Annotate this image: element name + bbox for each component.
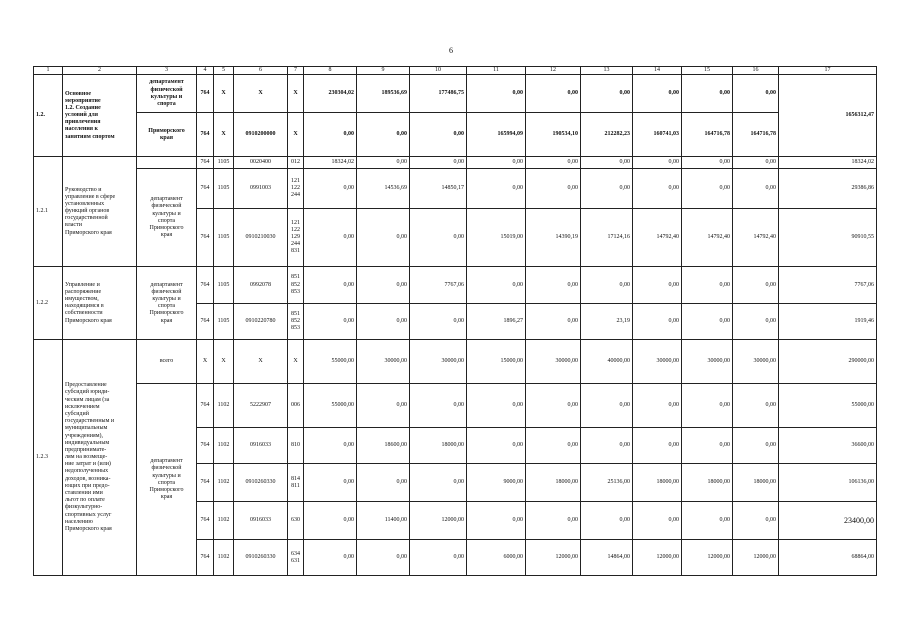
value-cell: 0,00 [410, 540, 467, 576]
value-cell: 0,00 [304, 502, 357, 540]
csr-cell: 0910260330 [234, 540, 288, 576]
code-cell: 1102 [214, 384, 234, 428]
value-cell: 0,00 [467, 75, 526, 113]
value-cell: 23,19 [581, 304, 633, 340]
csr-cell: 0991003 [234, 169, 288, 209]
value-cell: 0,00 [304, 209, 357, 267]
value-cell: 6000,00 [467, 540, 526, 576]
value-cell: 0,00 [581, 157, 633, 169]
value-cell: 0,00 [357, 540, 410, 576]
value-cell: 190534,10 [526, 113, 581, 157]
value-cell: 0,00 [410, 304, 467, 340]
column-number: 1 [34, 67, 63, 75]
column-number: 17 [779, 67, 877, 75]
code-cell: 764 [197, 169, 214, 209]
value-cell: 0,00 [581, 169, 633, 209]
value-cell: 0,00 [357, 464, 410, 502]
value-cell: 0,00 [682, 502, 733, 540]
column-number: 11 [467, 67, 526, 75]
code-cell: 012 [288, 157, 304, 169]
value-cell: 18000,00 [633, 464, 682, 502]
code-cell: 764 [197, 75, 214, 113]
value-cell: 15000,00 [467, 340, 526, 384]
csr-cell: 0992078 [234, 267, 288, 304]
value-cell: 0,00 [467, 267, 526, 304]
value-cell: 0,00 [526, 502, 581, 540]
value-cell: 14850,17 [410, 169, 467, 209]
value-cell: 212282,23 [581, 113, 633, 157]
value-cell: 0,00 [467, 169, 526, 209]
value-cell: 0,00 [633, 502, 682, 540]
value-cell: 0,00 [467, 157, 526, 169]
item-code: 1.2. [34, 75, 63, 157]
value-cell: 40000,00 [581, 340, 633, 384]
value-cell: 0,00 [526, 169, 581, 209]
csr-cell: 5222907 [234, 384, 288, 428]
csr-cell: 0910200000 [234, 113, 288, 157]
value-cell: 0,00 [633, 428, 682, 464]
csr-cell: X [234, 340, 288, 384]
column-number: 15 [682, 67, 733, 75]
value-cell: 0,00 [682, 384, 733, 428]
value-cell: 0,00 [357, 157, 410, 169]
code-cell: 764 [197, 502, 214, 540]
department: департамент физической культуры и спорта [137, 75, 197, 113]
value-cell: 0,00 [410, 384, 467, 428]
value-cell: 0,00 [733, 304, 779, 340]
value-cell: 0,00 [467, 384, 526, 428]
value-cell: 0,00 [733, 502, 779, 540]
value-cell: 30000,00 [410, 340, 467, 384]
column-number: 7 [288, 67, 304, 75]
column-number: 8 [304, 67, 357, 75]
value-cell: 0,00 [526, 75, 581, 113]
value-cell: 18324,02 [779, 157, 877, 169]
column-number: 3 [137, 67, 197, 75]
value-cell: 0,00 [357, 209, 410, 267]
value-cell: 0,00 [633, 267, 682, 304]
value-cell: 0,00 [526, 304, 581, 340]
value-cell: 0,00 [581, 502, 633, 540]
value-cell: 0,00 [526, 267, 581, 304]
value-cell: 30000,00 [526, 340, 581, 384]
code-cell: 121 122 244 [288, 169, 304, 209]
header-row [34, 67, 877, 75]
csr-cell: 0910260330 [234, 464, 288, 502]
value-cell: 14864,00 [581, 540, 633, 576]
column-number: 14 [633, 67, 682, 75]
value-cell: 55000,00 [304, 384, 357, 428]
total-row [34, 340, 877, 384]
value-cell: 0,00 [581, 75, 633, 113]
value-cell: 18000,00 [733, 464, 779, 502]
value-cell: 0,00 [467, 428, 526, 464]
value-cell: 0,00 [682, 157, 733, 169]
code-cell: 630 [288, 502, 304, 540]
budget-table [33, 66, 877, 576]
value-cell: 18600,00 [357, 428, 410, 464]
value-cell: 0,00 [733, 169, 779, 209]
value-cell: 164716,78 [733, 113, 779, 157]
value-cell: 1896,27 [467, 304, 526, 340]
item-name: Предоставление субсидий юриди- ческим лицам (за исключением субсидий государственным и муниципальным учреждениям), индивидуальным предпринимате- лям на возмеще- ние затрат и (или) недополученных доходов, возника- ющих при предо- ставлении ими льгот по оплате физкультурно- спортивных услуг населению Приморского края [63, 340, 137, 576]
value-cell: 0,00 [304, 304, 357, 340]
table-row [34, 169, 877, 209]
value-cell: 0,00 [682, 75, 733, 113]
column-number: 6 [234, 67, 288, 75]
value-cell: 177486,75 [410, 75, 467, 113]
code-cell: 814 811 [288, 464, 304, 502]
total-value: 1656312,47 [779, 75, 877, 157]
value-cell: 12000,00 [733, 540, 779, 576]
value-cell: 0,00 [581, 267, 633, 304]
code-cell: X [288, 75, 304, 113]
value-cell: 0,00 [357, 304, 410, 340]
code-cell: 764 [197, 209, 214, 267]
value-cell: 0,00 [526, 428, 581, 464]
value-cell: 0,00 [357, 113, 410, 157]
table-row [34, 384, 877, 428]
value-cell: 160741,03 [633, 113, 682, 157]
value-cell: 106136,00 [779, 464, 877, 502]
code-cell: X [214, 75, 234, 113]
column-number: 10 [410, 67, 467, 75]
value-cell: 0,00 [633, 157, 682, 169]
department [137, 157, 197, 169]
value-cell: 0,00 [410, 157, 467, 169]
value-cell: 0,00 [733, 75, 779, 113]
value-cell: 0,00 [304, 113, 357, 157]
value-cell: 7767,06 [410, 267, 467, 304]
code-cell: 1102 [214, 464, 234, 502]
value-cell: 0,00 [410, 209, 467, 267]
value-cell: 15019,00 [467, 209, 526, 267]
code-cell: 764 [197, 157, 214, 169]
value-cell: 0,00 [357, 384, 410, 428]
code-cell: 764 [197, 464, 214, 502]
value-cell: 0,00 [633, 384, 682, 428]
code-cell: 006 [288, 384, 304, 428]
item-name: Руководство и управление в сфере установленных функций органов государственной власти Приморского края [63, 157, 137, 267]
item-name: Основное мероприятие 1.2. Создание условий для привлечения населения к занятиям спортом [63, 75, 137, 157]
code-cell: X [288, 113, 304, 157]
value-cell: 90910,55 [779, 209, 877, 267]
value-cell: 0,00 [581, 384, 633, 428]
csr-cell: X [234, 75, 288, 113]
value-cell: 1919,46 [779, 304, 877, 340]
value-cell: 12000,00 [410, 502, 467, 540]
code-cell: 1102 [214, 428, 234, 464]
value-cell: 0,00 [304, 267, 357, 304]
value-cell: 0,00 [733, 428, 779, 464]
value-cell: 18324,02 [304, 157, 357, 169]
value-cell: 0,00 [410, 464, 467, 502]
value-cell: 30000,00 [357, 340, 410, 384]
value-cell: 0,00 [581, 428, 633, 464]
code-cell: 851 852 853 [288, 267, 304, 304]
value-cell: 0,00 [357, 267, 410, 304]
csr-cell: 0020400 [234, 157, 288, 169]
value-cell: 55000,00 [779, 384, 877, 428]
code-cell: 1105 [214, 209, 234, 267]
column-number: 4 [197, 67, 214, 75]
item-name: Управление и распоряжение имуществом, находящимся в собственности Приморского края [63, 267, 137, 340]
code-cell: 764 [197, 384, 214, 428]
value-cell: 0,00 [733, 157, 779, 169]
value-cell: 0,00 [633, 75, 682, 113]
code-cell: 1105 [214, 157, 234, 169]
value-cell: 14792,40 [733, 209, 779, 267]
code-cell: 1105 [214, 169, 234, 209]
code-cell: 764 [197, 267, 214, 304]
column-number: 16 [733, 67, 779, 75]
value-cell: 0,00 [682, 169, 733, 209]
value-cell: 12000,00 [682, 540, 733, 576]
value-cell: 0,00 [304, 428, 357, 464]
item-code: 1.2.1 [34, 157, 63, 267]
value-cell: 18000,00 [410, 428, 467, 464]
item-code: 1.2.2 [34, 267, 63, 340]
column-number: 13 [581, 67, 633, 75]
value-cell: 230304,02 [304, 75, 357, 113]
value-cell: 290000,00 [779, 340, 877, 384]
table-row [34, 157, 877, 169]
code-cell: 1105 [214, 304, 234, 340]
value-cell: 0,00 [467, 502, 526, 540]
code-cell: 851 852 853 [288, 304, 304, 340]
value-cell: 0,00 [633, 169, 682, 209]
value-cell: 0,00 [733, 267, 779, 304]
code-cell: X [288, 340, 304, 384]
csr-cell: 0916033 [234, 502, 288, 540]
value-cell: 23400,00 [779, 502, 877, 540]
code-cell: X [197, 340, 214, 384]
value-cell: 7767,06 [779, 267, 877, 304]
value-cell: 0,00 [633, 304, 682, 340]
value-cell: 0,00 [526, 384, 581, 428]
code-cell: 121 122 129 244 831 [288, 209, 304, 267]
value-cell: 30000,00 [733, 340, 779, 384]
code-cell: X [214, 340, 234, 384]
value-cell: 14536,69 [357, 169, 410, 209]
value-cell: 14792,40 [633, 209, 682, 267]
value-cell: 18000,00 [682, 464, 733, 502]
code-cell: 634 631 [288, 540, 304, 576]
department: департамент физической культуры и спорта Приморского края [137, 169, 197, 267]
value-cell: 0,00 [682, 304, 733, 340]
total-label: всего [137, 340, 197, 384]
code-cell: X [214, 113, 234, 157]
code-cell: 1102 [214, 540, 234, 576]
value-cell: 0,00 [304, 464, 357, 502]
value-cell: 164716,78 [682, 113, 733, 157]
value-cell: 11400,00 [357, 502, 410, 540]
value-cell: 0,00 [304, 540, 357, 576]
value-cell: 189536,69 [357, 75, 410, 113]
code-cell: 810 [288, 428, 304, 464]
value-cell: 14390,19 [526, 209, 581, 267]
csr-cell: 0910210030 [234, 209, 288, 267]
value-cell: 165994,09 [467, 113, 526, 157]
column-number: 12 [526, 67, 581, 75]
value-cell: 0,00 [682, 267, 733, 304]
value-cell: 12000,00 [526, 540, 581, 576]
csr-cell: 0910220780 [234, 304, 288, 340]
code-cell: 764 [197, 428, 214, 464]
value-cell: 29386,86 [779, 169, 877, 209]
column-number: 2 [63, 67, 137, 75]
section-row [34, 75, 877, 113]
department: Приморского края [137, 113, 197, 157]
section-row [34, 113, 877, 157]
page-number: 6 [449, 46, 453, 55]
code-cell: 764 [197, 540, 214, 576]
value-cell: 0,00 [410, 113, 467, 157]
value-cell: 12000,00 [633, 540, 682, 576]
value-cell: 25136,00 [581, 464, 633, 502]
table-row [34, 267, 877, 304]
department: департамент физической культуры и спорта Приморского края [137, 267, 197, 340]
value-cell: 68864,00 [779, 540, 877, 576]
value-cell: 0,00 [304, 169, 357, 209]
value-cell: 9000,00 [467, 464, 526, 502]
value-cell: 0,00 [682, 428, 733, 464]
code-cell: 1102 [214, 502, 234, 540]
code-cell: 764 [197, 113, 214, 157]
column-number: 9 [357, 67, 410, 75]
column-number: 5 [214, 67, 234, 75]
value-cell: 55000,00 [304, 340, 357, 384]
code-cell: 764 [197, 304, 214, 340]
code-cell: 1105 [214, 267, 234, 304]
department: департамент физической культуры и спорта Приморского края [137, 384, 197, 576]
value-cell: 17124,16 [581, 209, 633, 267]
item-code: 1.2.3 [34, 340, 63, 576]
value-cell: 36600,00 [779, 428, 877, 464]
value-cell: 0,00 [733, 384, 779, 428]
value-cell: 0,00 [526, 157, 581, 169]
value-cell: 14792,40 [682, 209, 733, 267]
value-cell: 18000,00 [526, 464, 581, 502]
csr-cell: 0916033 [234, 428, 288, 464]
value-cell: 30000,00 [633, 340, 682, 384]
value-cell: 30000,00 [682, 340, 733, 384]
